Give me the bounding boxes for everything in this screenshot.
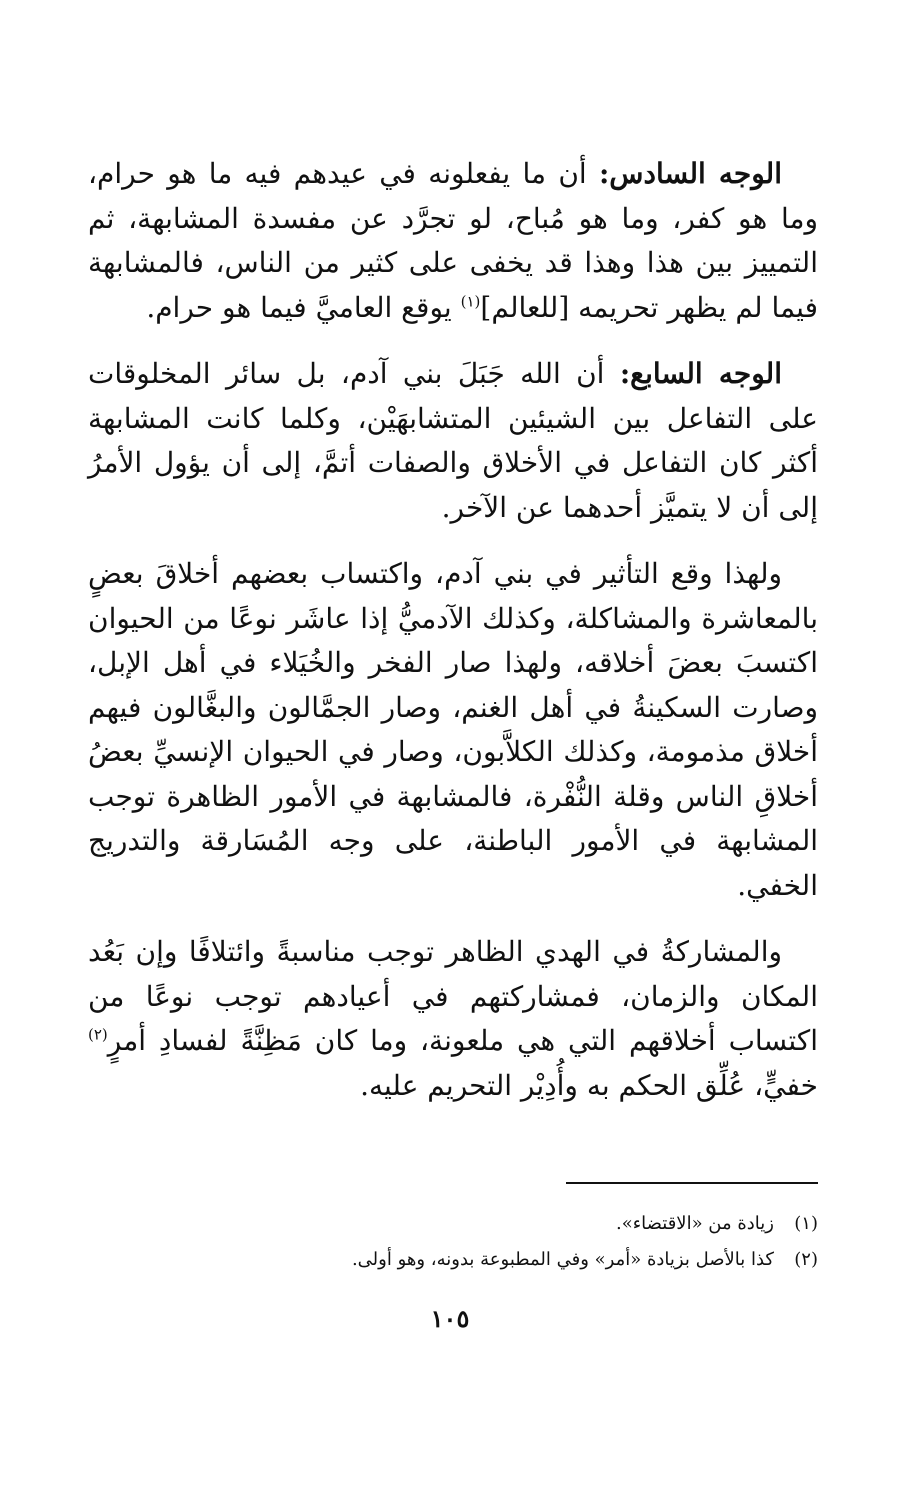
paragraph-seventh-aspect [88,352,818,530]
paragraph-influence [88,552,818,908]
footnote-ref[interactable]: (٢) [88,1025,108,1044]
paragraph-text: خفيٍّ، عُلِّق الحكم به وأُدِيْر التحريم عليه. [360,1068,818,1102]
paragraph-text: ولهذا وقع التأثير في بني آدم، واكتساب بعضهم أخلاقَ بعضٍ بالمعاشرة والمشاكلة، وكذلك الآدميُّ إذا عاشَر نوعًا من الحيوان اكتسبَ بعضَ أخلاقه، ولهذا صار الفخر والخُيَلاء في أهل الإبل، وصارت السكينةُ في أهل الغنم، وصار الجمَّالون والبغَّالون فيهم أخلاق مذمومة، وكذلك الكلاَّبون، وصار في الحيوان الإنسيِّ بعضُ أخلاقِ الناس وقلة النُّفْرة، فالمشابهة في الأمور الظاهرة توجب المشابهة في الأمور الباطنة، على وجه المُسَارقة والتدريج الخفي. [88,557,818,902]
footnote-text: زيادة من «الاقتضاء». [615,1213,774,1234]
footnote-ref[interactable]: (١) [460,292,481,311]
paragraph-text: أن الله جَبَلَ بني آدم، بل سائر المخلوقات على التفاعل بين الشيئين المتشابهَيْن، وكلما كانت المشابهة أكثر كان التفاعل في الأخلاق والصفات أتمَّ، إلى أن يؤول الأمرُ إلى أن لا يتميَّز أحدهما عن الآخر. [88,357,818,524]
paragraph-lead: الوجه السادس: [598,157,782,190]
main-text [88,152,818,1130]
paragraph-text: يوقع العاميَّ فيما هو حرام. [146,290,461,324]
footnote-text: كذا بالأصل بزيادة «أمر» وفي المطبوعة بدونه، وهو أولى. [351,1249,774,1270]
paragraph-sixth-aspect [88,152,818,330]
paragraph-text: أن ما يفعلونه في عيدهم فيه ما هو حرام، وما هو كفر، وما هو مُباح، لو تجرَّد عن مفسدة المشابهة، ثم التمييز بين هذا وهذا قد يخفى على كثير من الناس، فالمشابهة فيما لم يظهر تحريمه [للعالم] [88,157,818,324]
footnote-divider [566,1182,818,1184]
footnotes [88,1206,818,1278]
footnote-item [88,1206,818,1242]
paragraph-participation [88,930,818,1108]
page-number: ١٠٥ [430,1304,470,1333]
footnote-number: (٢) [794,1249,818,1270]
paragraph-lead: الوجه السابع: [619,357,782,390]
paragraph-text: والمشاركةُ في الهدي الظاهر توجب مناسبةً وائتلافًا وإن بَعُد المكان والزمان، فمشاركتهم في أعيادهم توجب نوعًا من اكتساب أخلاقهم التي هي ملعونة، وما كان مَظِنَّةً لفسادِ أمرٍ [88,935,818,1057]
footnote-number: (١) [794,1213,818,1234]
footnote-item [88,1242,818,1278]
